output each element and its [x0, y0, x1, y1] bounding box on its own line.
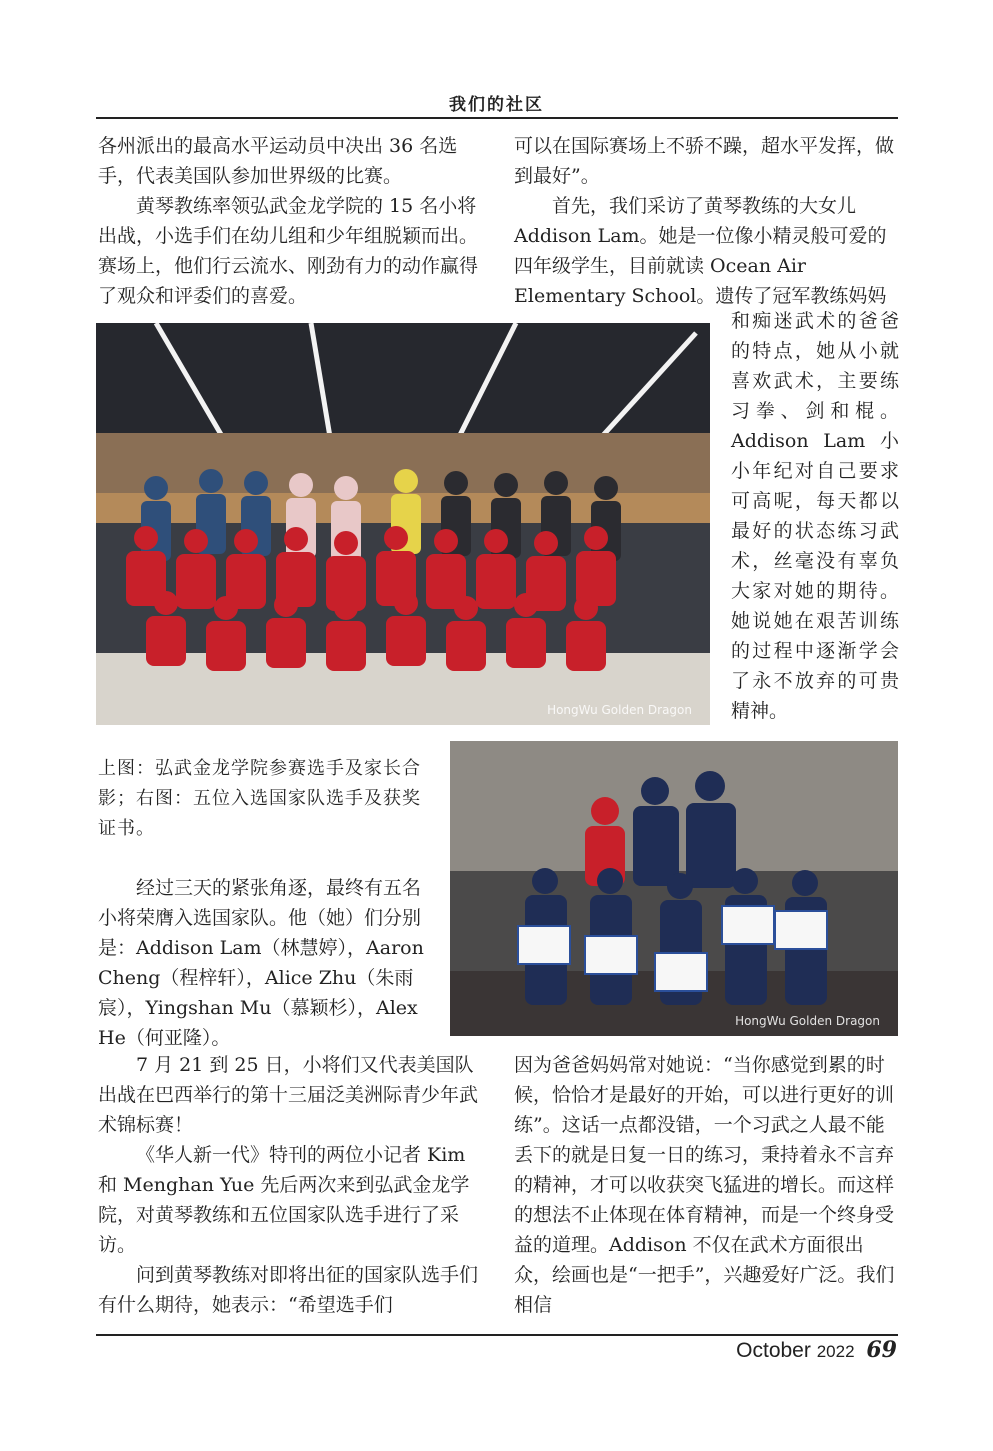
paragraph: 因为爸爸妈妈常对她说：“当你感觉到累的时候，恰恰才是最好的开始，可以进行更好的训练”。这话一点都没错，一个习武之人最不能丢下的就是日复一日的练习，秉持着永不言弃的精神，才可以收获突飞猛进的增长。而这样的想法不止体现在体育精神，而是一个终身受益的道理。Addison 不仅在武术方面很出众，绘画也是“一把手”，兴趣爱好广泛。我们相信 — [514, 1054, 895, 1316]
paragraph: 首先，我们采访了黄琴教练的大女儿 Addison Lam。她是一位像小精灵般可爱的四年级学生，目前就读 Ocean Air Elementary School。遗传了冠军教练妈妈 — [514, 195, 887, 307]
paragraph: 7 月 21 到 25 日，小将们又代表美国队出战在巴西举行的第十三届泛美洲际青少年武术锦标赛！ — [98, 1054, 479, 1136]
photo-watermark: HongWu Golden Dragon — [547, 703, 692, 717]
photo-watermark: HongWu Golden Dragon — [735, 1014, 880, 1028]
paragraph: 经过三天的紧张角逐，最终有五名小将荣膺入选国家队。他（她）们分别是：Addison Lam（林慧婷），Aaron Cheng（程梓轩），Alice Zhu（朱雨宸），Yingshan Mu（慕颖杉），Alex He（何亚隆）。 — [98, 877, 424, 1049]
left-column-middle — [98, 873, 434, 1053]
paragraph: 可以在国际赛场上不骄不躁，超水平发挥，做到最好”。 — [514, 135, 895, 187]
award-photo-illustration — [450, 741, 898, 1036]
footer-month: October — [736, 1339, 811, 1362]
header-rule — [96, 117, 898, 119]
side-column — [731, 306, 899, 726]
paragraph: 《华人新一代》特刊的两位小记者 Kim 和 Menghan Yue 先后两次来到弘武金龙学院，对黄琴教练和五位国家队选手进行了采访。 — [98, 1144, 470, 1256]
right-column-top — [514, 131, 900, 311]
footer-year: 2022 — [816, 1342, 855, 1361]
left-column-top — [98, 131, 486, 311]
group-photo-illustration — [96, 323, 710, 725]
page-number: 69 — [866, 1337, 897, 1363]
left-column-bottom — [98, 1050, 486, 1320]
photo-caption: 上图：弘武金龙学院参赛选手及家长合影；右图：五位入选国家队选手及获奖证书。 — [98, 758, 421, 839]
paragraph: 黄琴教练率领弘武金龙学院的 15 名小将出战，小选手们在幼儿组和少年组脱颖而出。赛场上，他们行云流水、刚劲有力的动作赢得了观众和评委们的喜爱。 — [98, 195, 479, 307]
footer-rule — [96, 1334, 898, 1336]
award-photo — [450, 741, 898, 1036]
group-photo — [96, 323, 710, 725]
paragraph: 和痴迷武术的爸爸的特点，她从小就喜欢武术，主要练习拳、剑和棍。Addison Lam 小小年纪对自己要求可高呢，每天都以最好的状态练习武术，丝毫没有辜负大家对她的期待。她说她在艰苦训练的过程中逐渐学会了永不放弃的可贵精神。 — [731, 310, 899, 722]
right-column-bottom — [514, 1050, 900, 1320]
section-title: 我们的社区 — [449, 95, 544, 115]
page-footer — [736, 1337, 897, 1363]
paragraph: 各州派出的最高水平运动员中决出 36 名选手，代表美国队参加世界级的比赛。 — [98, 135, 458, 187]
paragraph: 问到黄琴教练对即将出征的国家队选手们有什么期待，她表示：“希望选手们 — [98, 1264, 479, 1316]
